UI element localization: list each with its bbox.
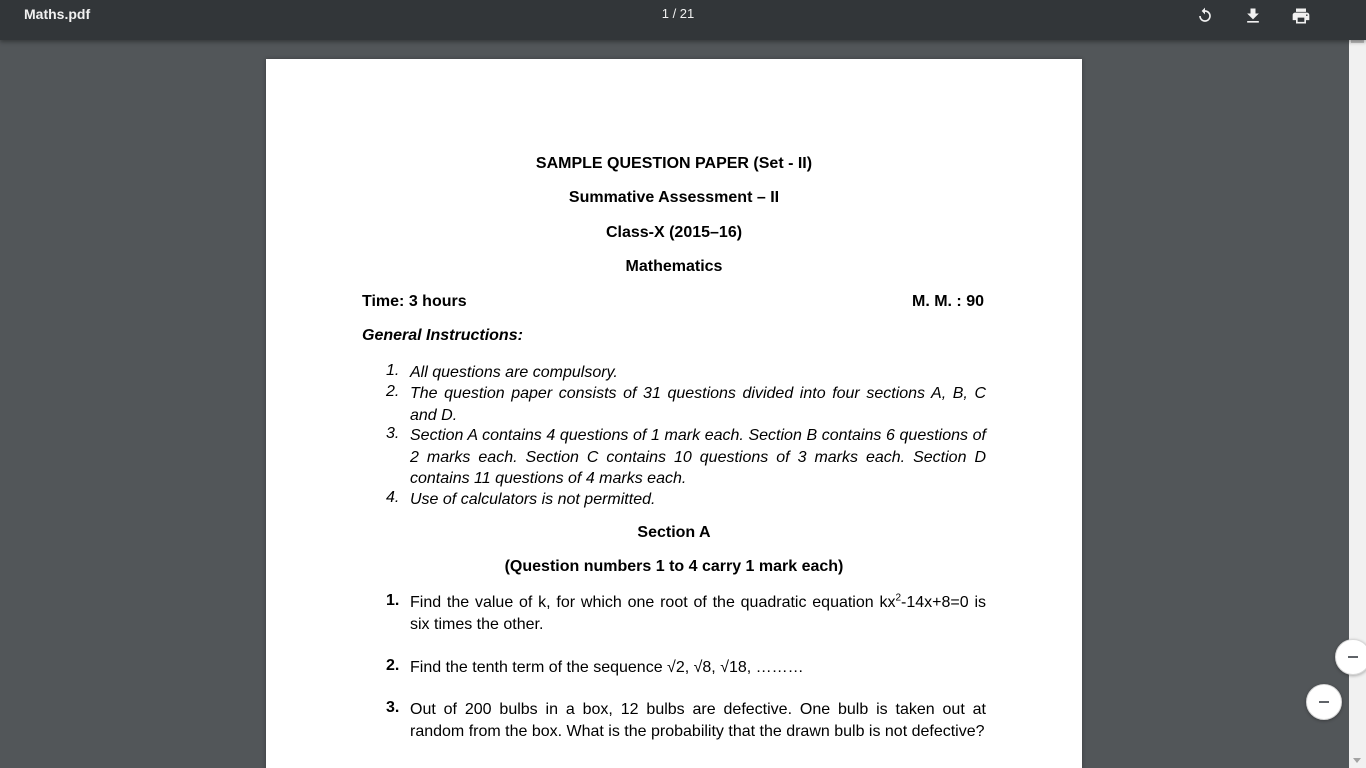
minus-icon [1317,695,1331,709]
instruction-text: The question paper consists of 31 questions divided into four sections A, B, C and D. [410,385,986,424]
paper-title: SAMPLE QUESTION PAPER (Set - II) [535,155,813,172]
fit-page-icon [1346,650,1360,664]
section-a-heading: Section A [637,524,711,541]
subject-title: Mathematics [625,258,723,275]
instruction-text: All questions are compulsory. [410,364,618,381]
rotate-icon [1195,6,1215,26]
question-number: 1. [386,592,400,609]
fit-to-page-button[interactable] [1335,639,1366,675]
print-button[interactable] [1288,4,1314,28]
print-icon [1291,6,1311,26]
download-button[interactable] [1240,4,1266,28]
question-text: Out of 200 bulbs in a box, 12 bulbs are defective. One bulb is taken out at random from the box. What is the probability that the drawn bulb is not defective? [410,701,986,740]
instruction-text: Use of calculators is not permitted. [410,491,656,508]
zoom-out-button[interactable] [1306,684,1342,720]
time-label: Time: 3 hours [362,293,467,310]
question-text: Find the value of k, for which one root of the quadratic equation $kx^2-14x+8=0$ is six times the other. [410,592,986,633]
general-instructions-heading: General Instructions: [362,327,523,344]
question-text: Find the tenth term of the sequence √2, √8, √18, ……… [410,659,804,676]
instruction-number: 4. [386,489,400,506]
class-title: Class-X (2015–16) [605,224,743,241]
pdf-page [266,59,1082,768]
pdf-viewer[interactable] [0,40,1349,768]
question-number: 2. [386,657,400,674]
document-title: Maths.pdf [24,6,91,22]
section-a-subheading: (Question numbers 1 to 4 carry 1 mark each) [504,558,844,575]
instruction-number: 3. [386,425,400,442]
rotate-button[interactable] [1192,4,1218,28]
max-marks-label: M. M. : 90 [911,293,984,310]
pdf-toolbar [0,0,1366,40]
assessment-title: Summative Assessment – II [568,189,780,206]
instruction-number: 1. [386,362,400,379]
download-icon [1243,6,1263,26]
page-indicator: 1 / 21 [661,6,695,21]
question-number: 3. [386,699,400,716]
instruction-number: 2. [386,383,400,400]
scroll-down-arrow-icon[interactable] [1353,758,1361,763]
instruction-text: Section A contains 4 questions of 1 mark each. Section B contains 6 questions of 2 marks each. Section C contains 10 questions of 3 marks each. Section D contains 11 questions of 4 marks each. [410,427,986,487]
